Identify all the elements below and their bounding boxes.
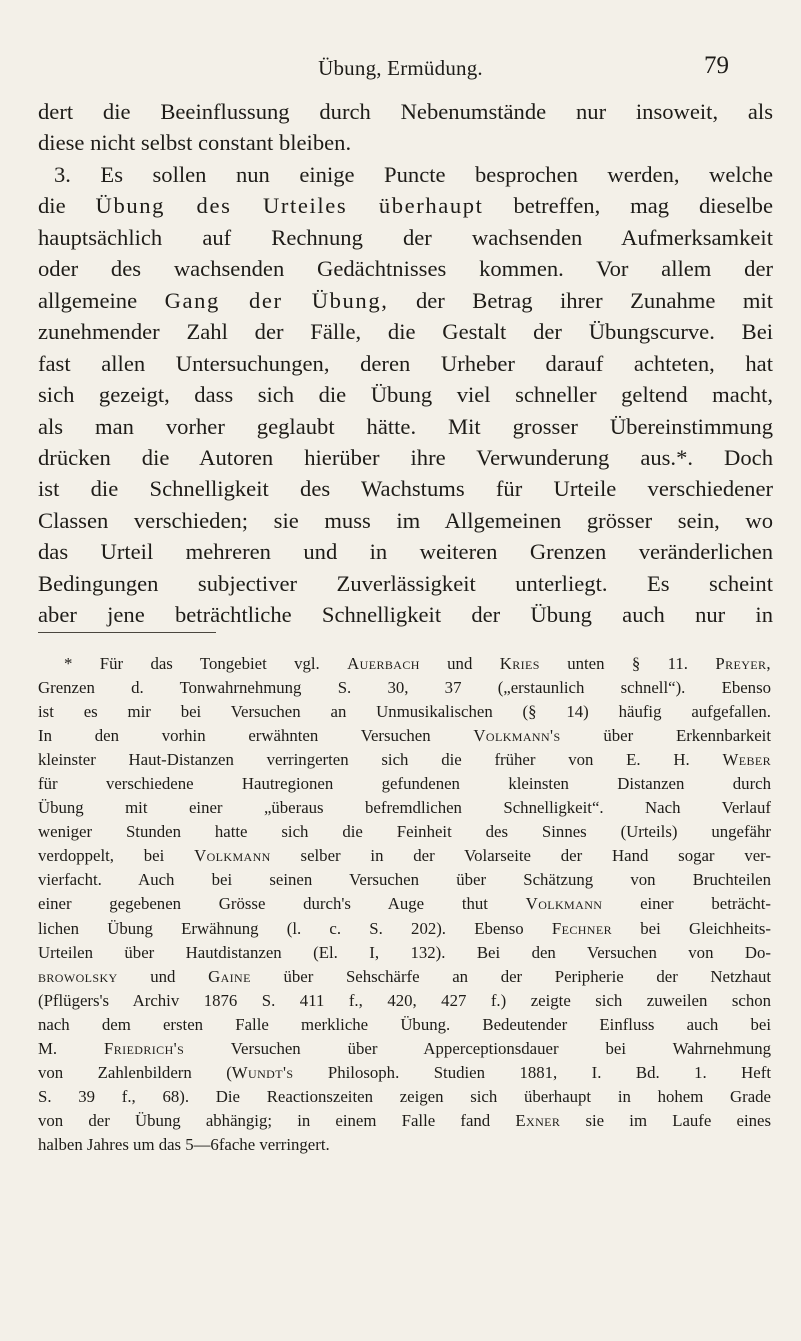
author-name: Volkmann [525,894,603,914]
footnote-line [38,748,771,772]
author-name: Preyer, [715,654,772,673]
text-run: betreffen, mag dieselbe [483,193,773,219]
footnote-rule [38,632,216,633]
text-run: M. [38,1038,105,1058]
main-text [38,96,773,631]
text-run: sie im Laufe eines [560,1110,771,1130]
author-name: Exner [515,1110,561,1130]
footnote-line [38,1061,771,1085]
author-name: Auerbach [347,654,420,673]
emphasis-spaced: Gang der Übung, [164,287,389,313]
text-run: selber in der Volarseite der Hand sogar ver- [270,846,771,866]
text-run: von der Übung abhängig; in einem Falle fand [38,1110,516,1130]
footnote-line: weniger Stunden hatte sich die Feinheit des Sinnes (Urteils) ungefähr [38,822,771,842]
footnote-line: Übung mit einer „überaus befremdlichen Schnelligkeit“. Nach Verlauf [38,798,771,818]
text-line [38,285,773,316]
text-line: hauptsächlich auf Rechnung der wachsenden Aufmerksamkeit [38,224,773,250]
text-run: In den vorhin erwähnten Versuchen [38,726,474,746]
author-name: Volkmann [194,846,271,866]
text-run: die [38,193,96,219]
text-run: * Für das Tongebiet vgl. [64,654,348,673]
text-run: lichen Übung Erwähnung (l. c. S. 202). Ebenso [38,918,552,938]
footnote-line: Urteilen über Hautdistanzen (El. I, 132). Bei den Versuchen von Do- [38,942,771,962]
author-name: Friedrich's [104,1038,185,1058]
footnote-line: nach dem ersten Falle merkliche Übung. Bedeutender Einfluss auch bei [38,1014,771,1034]
author-name: Volkmann's [473,726,561,746]
footnote-line [38,724,771,748]
text-run: kleinster Haut-Distanzen verringerten sich die früher von E. H. [38,750,723,770]
text-line: drücken die Autoren hierüber ihre Verwunderung aus.*. Doch [38,444,773,470]
text-line: fast allen Untersuchungen, deren Urheber darauf achteten, hat [38,350,773,376]
footnote-line: halben Jahres um das 5—6fache verringert. [38,1134,330,1154]
text-line: 3. Es sollen nun einige Puncte besprochen werden, welche [54,161,773,187]
text-line: Bedingungen subjectiver Zuverlässigkeit unterliegt. Es scheint [38,570,773,596]
footnote-line [38,1037,771,1061]
footnote-line: ist es mir bei Versuchen an Unmusikalischen (§ 14) häufig aufgefallen. [38,702,771,722]
text-run: über Erkennbarkeit [560,726,771,746]
footnote-line [38,652,771,676]
footnote-line: vierfacht. Auch bei seinen Versuchen über Schätzung von Bruchteilen [38,870,771,890]
footnote-line [38,965,771,989]
text-run: von Zahlenbildern ( [38,1062,232,1082]
text-run: über Sehschärfe an der Peripherie der Netzhaut [250,966,772,986]
text-run: unten § 11. [539,654,716,673]
text-line: dert die Beeinflussung durch Nebenumstände nur insoweit, als [38,99,773,124]
footnote-line: (Pflügers's Archiv 1876 S. 411 f., 420, 427 f.) zeigte sich zuweilen schon [38,990,771,1010]
emphasis-spaced: Übung des Urteiles überhaupt [95,193,484,219]
text-line: aber jene beträchtliche Schnelligkeit der Übung auch nur in [38,602,773,628]
footnote-line [38,1109,771,1133]
text-run: Versuchen über Apperceptionsdauer bei Wahrnehmung [184,1038,771,1058]
author-name: Fechner [551,918,613,938]
text-run: und [419,654,500,673]
running-head [0,52,801,86]
text-run: allgemeine [38,287,165,313]
footnote-line [38,892,771,916]
text-line: zunehmender Zahl der Fälle, die Gestalt der Übungscurve. Bei [38,319,773,345]
author-name: Gaine [208,966,251,986]
text-line: als man vorher geglaubt hätte. Mit grosser Übereinstimmung [38,413,773,439]
author-name: browolsky [38,966,118,986]
footnote-line [38,917,771,941]
author-name: Wundt's [231,1062,294,1082]
footnote-line: für verschiedene Hautregionen gefundenen kleinsten Distanzen durch [38,774,771,794]
footnote-line: S. 39 f., 68). Die Reactionszeiten zeigen sich überhaupt in hohem Grade [38,1086,771,1106]
text-run: verdoppelt, bei [38,846,195,866]
text-run: Philosoph. Studien 1881, I. Bd. 1. Heft [293,1062,771,1082]
text-line: ist die Schnelligkeit des Wachstums für Urteile verschiedener [38,476,773,502]
text-run: bei Gleichheits- [612,918,771,938]
author-name: Kries [499,654,540,673]
page-number: 79 [704,52,729,79]
text-line: diese nicht selbst constant bleiben. [38,130,352,156]
running-title: Übung, Ermüdung. [318,56,483,80]
text-line [38,190,773,221]
text-run: einer beträcht- [602,894,771,914]
text-line: sich gezeigt, dass sich die Übung viel schneller geltend macht, [38,382,773,408]
text-run: der Betrag ihrer Zunahme mit [388,287,774,313]
author-name: Weber [722,750,771,770]
footnote-line: Grenzen d. Tonwahrnehmung S. 30, 37 („erstaunlich schnell“). Ebenso [38,678,771,698]
footnote [38,652,771,1157]
text-line: Classen verschieden; sie muss im Allgemeinen grösser sein, wo [38,507,773,533]
text-run: und [117,966,209,986]
text-line: das Urteil mehreren und in weiteren Grenzen veränderlichen [38,539,773,565]
text-run: einer gegebenen Grösse durch's Auge thut [38,894,526,914]
text-line: oder des wachsenden Gedächtnisses kommen. Vor allem der [38,256,773,282]
footnote-line [38,844,771,868]
